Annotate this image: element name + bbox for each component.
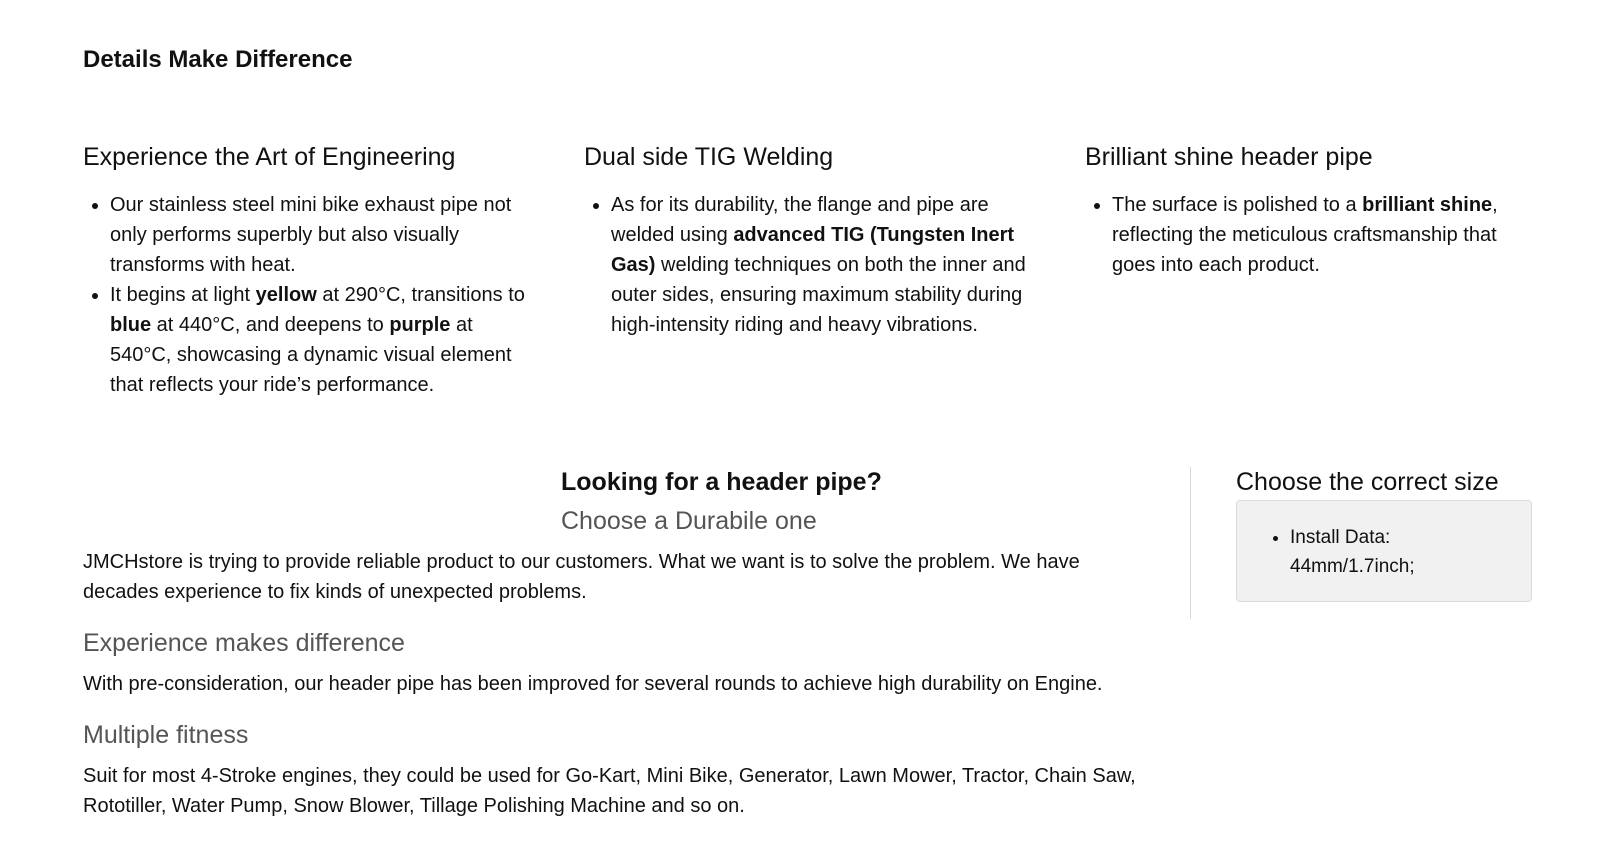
feature-bullet-list [1085,190,1535,280]
main-heading: Looking for a header pipe? [561,468,882,496]
text-segment: As for its durability, the flange and pipe are welded using [611,194,989,246]
header-pipe-description [83,466,1143,821]
size-guide [1236,466,1532,602]
feature-bullet-list [83,190,533,400]
bold-text: brilliant shine [1362,194,1493,216]
experience-heading: Experience makes difference [83,629,405,657]
feature-title: Experience the Art of Engineering [83,143,456,171]
feature-bullet [1112,190,1535,280]
fitness-heading: Multiple fitness [83,721,249,749]
bold-text: yellow [255,284,317,306]
intro-paragraph: JMCHstore is trying to provide reliable product to our customers. What we want is to solve the problem. We have decades experience to fix kinds of unexpected problems. [83,551,1080,603]
text-segment: Our stainless steel mini bike exhaust pipe not only performs superbly but also visually transforms with heat. [110,194,512,276]
text-segment: at 290°C, transitions to [316,284,525,306]
size-item: • Install Data: 44mm/1.7inch; [1290,523,1501,581]
main-subheading: Choose a Durabile one [561,507,817,535]
feature-bullet [110,190,533,280]
text-segment: at 540°C, showcasing a dynamic visual element that reflects your ride’s performance. [110,314,512,396]
experience-paragraph: With pre-consideration, our header pipe has been improved for several rounds to achieve high durability on Engine. [83,673,1103,695]
feature-tig-welding [584,138,1034,340]
size-heading: Choose the correct size [1236,468,1499,496]
feature-title: Brilliant shine header pipe [1085,143,1373,171]
size-list [1264,523,1501,581]
feature-bullet [611,190,1034,340]
bold-text: blue [110,314,152,336]
feature-brilliant-shine [1085,138,1535,280]
feature-bullet-list [584,190,1034,340]
section-title: Details Make Difference [83,46,353,73]
column-divider [1190,467,1191,619]
text-segment: It begins at light [110,284,256,306]
feature-engineering [83,138,533,400]
text-segment: The surface is polished to a [1112,194,1363,216]
main-heading-block [561,466,1143,537]
fitness-paragraph: Suit for most 4-Stroke engines, they could be used for Go-Kart, Mini Bike, Generator, Lawn Mower, Tractor, Chain Saw, Rototiller, Water Pump, Snow Blower, Tillage Polishing Machine and so on. [83,765,1136,817]
bold-text: purple [389,314,451,336]
text-segment: , reflecting the meticulous craftsmanship that goes into each product. [1112,194,1498,276]
text-segment: at 440°C, and deepens to [151,314,390,336]
feature-title: Dual side TIG Welding [584,143,834,171]
bold-text: advanced TIG (Tungsten Inert Gas) [611,224,1015,276]
size-info-box [1236,500,1532,602]
text-segment: welding techniques on both the inner and outer sides, ensuring maximum stability during high-intensity riding and heavy vibrations. [611,254,1026,336]
feature-bullet [110,280,533,400]
